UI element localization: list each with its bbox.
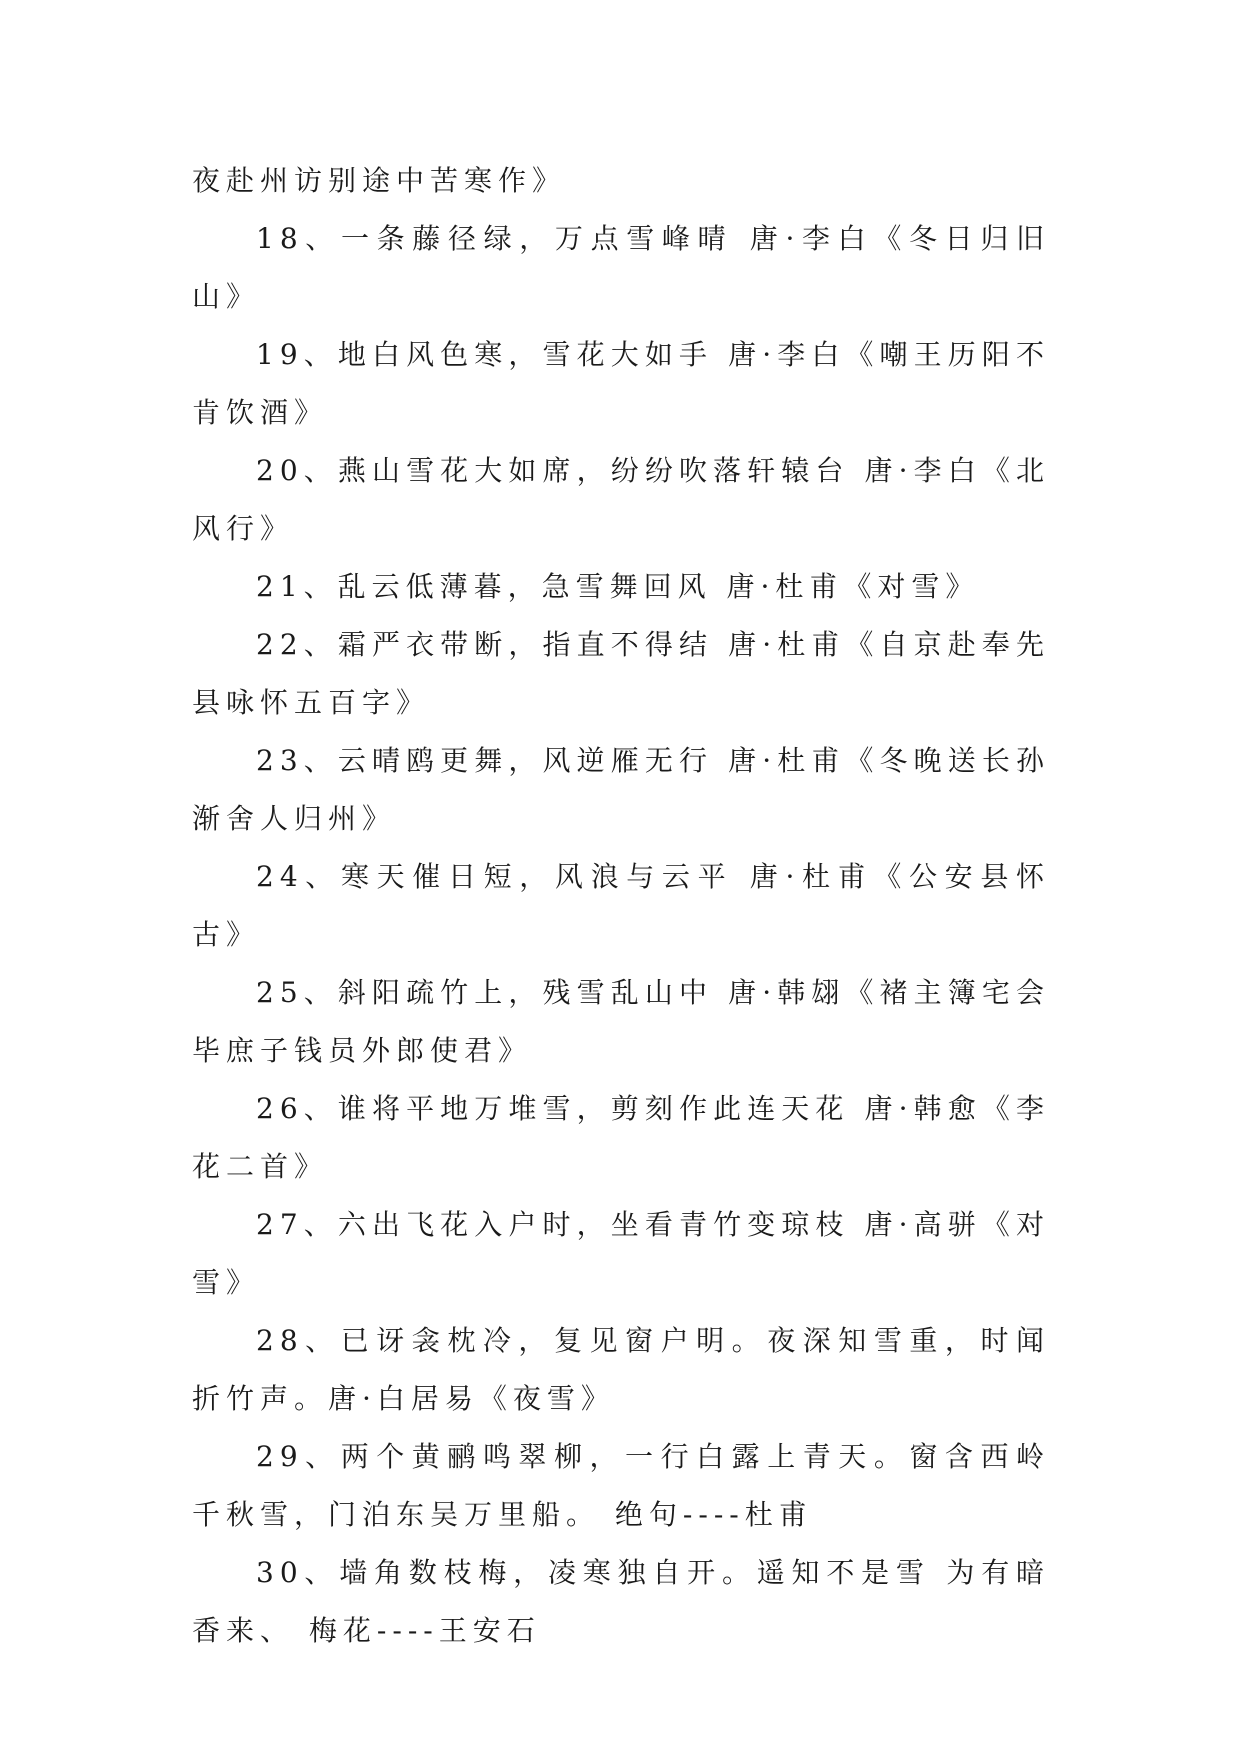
poem-line-19: 19、地白风色寒，雪花大如手 唐·李白《嘲王历阳不肯饮酒》 (192, 338, 1050, 429)
poem-line-29: 29、两个黄鹂鸣翠柳，一行白露上青天。窗含西岭千秋雪，门泊东吴万里船。 绝句----杜甫 (192, 1440, 1050, 1531)
poem-line-24: 24、寒天催日短，风浪与云平 唐·杜甫《公安县怀古》 (192, 860, 1050, 951)
poem-line-20: 20、燕山雪花大如席，纷纷吹落轩辕台 唐·李白《北风行》 (192, 454, 1050, 545)
poem-line-28: 28、已讶衾枕冷，复见窗户明。夜深知雪重，时闻折竹声。唐·白居易《夜雪》 (192, 1324, 1050, 1415)
poem-line-21: 21、乱云低薄暮，急雪舞回风 唐·杜甫《对雪》 (256, 570, 980, 603)
poem-line-30: 30、墙角数枝梅，凌寒独自开。遥知不是雪 为有暗香来、 梅花----王安石 (192, 1556, 1050, 1647)
document-page (192, 152, 1050, 1660)
poem-line-26: 26、谁将平地万堆雪，剪刻作此连天花 唐·韩愈《李花二首》 (192, 1092, 1050, 1183)
poem-line-25: 25、斜阳疏竹上，残雪乱山中 唐·韩翃《褚主簿宅会毕庶子钱员外郎使君》 (192, 976, 1050, 1067)
paragraph-continuation: 夜赴州访别途中苦寒作》 (192, 164, 567, 197)
poem-line-18: 18、一条藤径绿，万点雪峰晴 唐·李白《冬日归旧山》 (192, 222, 1050, 313)
poem-line-23: 23、云晴鸥更舞，风逆雁无行 唐·杜甫《冬晚送长孙渐舍人归州》 (192, 744, 1050, 835)
poem-line-22: 22、霜严衣带断，指直不得结 唐·杜甫《自京赴奉先县咏怀五百字》 (192, 628, 1050, 719)
poem-line-27: 27、六出飞花入户时，坐看青竹变琼枝 唐·高骈《对雪》 (192, 1208, 1050, 1299)
